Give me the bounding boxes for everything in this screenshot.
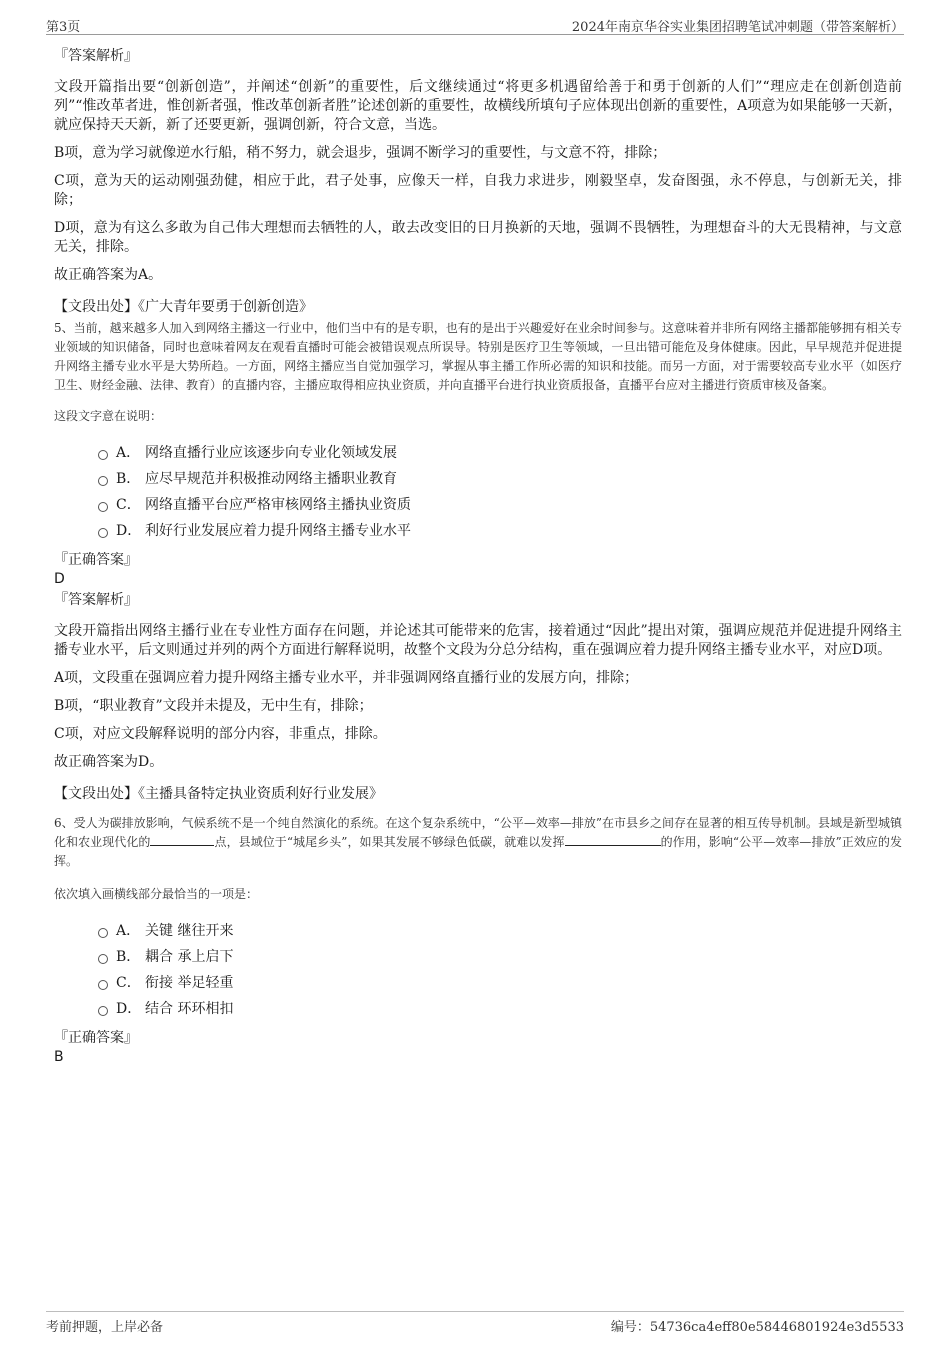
q5-analysis-paragraph: C项，对应文段解释说明的部分内容，非重点，排除。 [54, 726, 387, 742]
q6-option-a[interactable] [54, 918, 902, 944]
footer-slogan: 考前押题，上岸必备 [46, 1320, 164, 1335]
q5-analysis-paragraph: 文段开篇指出网络主播行业在专业性方面存在问题，并论述其可能带来的危害，接着通过“因此”提出对策，强调应规范并促进提升网络主播专业水平，后文则通过并列的两个方面进行解释说明，故整个文段为分总分结构，重在强调应着力提升网络主播专业水平，对应D项。 [54, 623, 902, 658]
radio-icon[interactable] [98, 450, 108, 460]
option-text: 衔接 举足轻重 [145, 975, 234, 991]
q6-answer-title: 『正确答案』 [54, 1030, 138, 1046]
q5-option-d[interactable] [54, 518, 902, 544]
q5-prompt: 这段文字意在说明： [54, 409, 163, 423]
page-content [54, 46, 902, 1066]
radio-icon[interactable] [98, 476, 108, 486]
option-letter: C． [116, 975, 141, 991]
radio-icon[interactable] [98, 528, 108, 538]
q6-prompt: 依次填入画横线部分最恰当的一项是： [54, 887, 259, 901]
q4-analysis-paragraph: C项，意为天的运动刚强劲健，相应于此，君子处事，应像天一样，自我力求进步，刚毅坚卓，发奋图强，永不停息，与创新无关，排除； [54, 173, 902, 208]
q5-option-b[interactable] [54, 466, 902, 492]
radio-icon[interactable] [98, 502, 108, 512]
option-text: 结合 环环相扣 [145, 1001, 234, 1017]
q5-analysis-title: 『答案解析』 [54, 592, 138, 608]
q4-analysis-title: 『答案解析』 [54, 48, 138, 64]
q6-options [54, 918, 902, 1022]
page-footer [46, 1311, 904, 1334]
q4-analysis-paragraph: 文段开篇指出要“创新创造”，并阐述“创新”的重要性，后文继续通过“将更多机遇留给善于和勇于创新的人们”“理应走在创新创造前列”“惟改革者进，惟创新者强，惟改革创新者胜”论述创新的重要性，故横线所填句子应体现出创新的重要性，A项意为如果能够一天新，就应保持天天新，新了还要更新，强调创新，符合文意，当选。 [54, 79, 902, 133]
option-text: 网络直播行业应该逐步向专业化领域发展 [145, 445, 397, 461]
q4-analysis-paragraph: D项，意为有这么多敢为自己伟大理想而去牺牲的人，敢去改变旧的日月换新的天地，强调不畏牺牲，为理想奋斗的大无畏精神，与文意无关，排除。 [54, 220, 902, 255]
fill-blank [565, 833, 661, 846]
option-letter: B． [116, 471, 141, 487]
option-text: 关键 继往开来 [145, 923, 234, 939]
option-text: 耦合 承上启下 [145, 949, 234, 965]
q5-stem: 5、当前，越来越多人加入到网络主播这一行业中，他们当中有的是专职，也有的是出于兴趣爱好在业余时间参与。这意味着并非所有网络主播都能够拥有相关专业领域的知识储备，同时也意味着网友在观看直播时可能会被错误观点所误导。特别是医疗卫生等领域，一旦出错可能危及身体健康。因此，早早规范并促进提升网络主播专业水平是大势所趋。一方面，网络主播应当自觉加强学习，掌握从事主播工作所必需的知识和技能。而另一方面，对于需要较高专业水平（如医疗卫生、财经金融、法律、教育）的直播内容，主播应取得相应执业资质，并向直播平台进行执业资质报备，直播平台应对主播进行资质审核及备案。 [54, 321, 902, 392]
document-title: 2024年南京华谷实业集团招聘笔试冲刺题（带答案解析） [571, 20, 904, 35]
option-letter: B． [116, 949, 141, 965]
q5-analysis-paragraph: A项，文段重在强调应着力提升网络主播专业水平，并非强调网络直播行业的发展方向，排除； [54, 670, 639, 686]
q5-analysis-paragraph: B项，“职业教育”文段并未提及，无中生有，排除； [54, 698, 373, 714]
option-text: 利好行业发展应着力提升网络主播专业水平 [145, 523, 411, 539]
option-letter: A． [116, 445, 141, 461]
q6-stem-part: 点，县域位于“城尾乡头”，如果其发展不够绿色低碳，就难以发挥 [214, 835, 565, 849]
fill-blank [150, 833, 214, 846]
q6-option-b[interactable] [54, 944, 902, 970]
q6-stem-part: 的作用，影响“公平—效率—排放”正效应的发挥。 [54, 835, 902, 868]
option-letter: D． [116, 1001, 142, 1017]
q5-conclusion: 故正确答案为D。 [54, 754, 164, 770]
page-header [46, 14, 904, 35]
q5-options [54, 440, 902, 544]
radio-icon[interactable] [98, 954, 108, 964]
q5-answer-title: 『正确答案』 [54, 552, 138, 568]
q4-conclusion: 故正确答案为A。 [54, 267, 163, 283]
q5-option-c[interactable] [54, 492, 902, 518]
radio-icon[interactable] [98, 928, 108, 938]
document-code: 编号：54736ca4eff80e58446801924e3d5533 [610, 1320, 904, 1335]
option-letter: C． [116, 497, 141, 513]
option-letter: D． [116, 523, 142, 539]
option-text: 应尽早规范并积极推动网络主播职业教育 [145, 471, 397, 487]
q4-analysis-paragraph: B项，意为学习就像逆水行船，稍不努力，就会退步，强调不断学习的重要性，与文意不符，排除； [54, 145, 667, 161]
page-number: 第3页 [46, 20, 81, 35]
radio-icon[interactable] [98, 980, 108, 990]
option-text: 网络直播平台应严格审核网络主播执业资质 [145, 497, 411, 513]
q6-option-c[interactable] [54, 970, 902, 996]
radio-icon[interactable] [98, 1006, 108, 1016]
q6-answer: B [54, 1049, 64, 1065]
q6-option-d[interactable] [54, 996, 902, 1022]
q6-stem [54, 814, 902, 871]
q5-source: 【文段出处】《主播具备特定执业资质利好行业发展》 [54, 786, 383, 802]
q4-source: 【文段出处】《广大青年要勇于创新创造》 [54, 299, 313, 315]
q5-option-a[interactable] [54, 440, 902, 466]
q6-stem-part: 6、受人为碳排放影响，气候系统不是一个纯自然演化的系统。在这个复杂系统中，“公平—效率—排放”在市县乡之间存在显著的相互传导机制。县域是新型城镇化和农业现代化的 [54, 816, 902, 849]
q5-answer: D [54, 571, 65, 587]
option-letter: A． [116, 923, 141, 939]
